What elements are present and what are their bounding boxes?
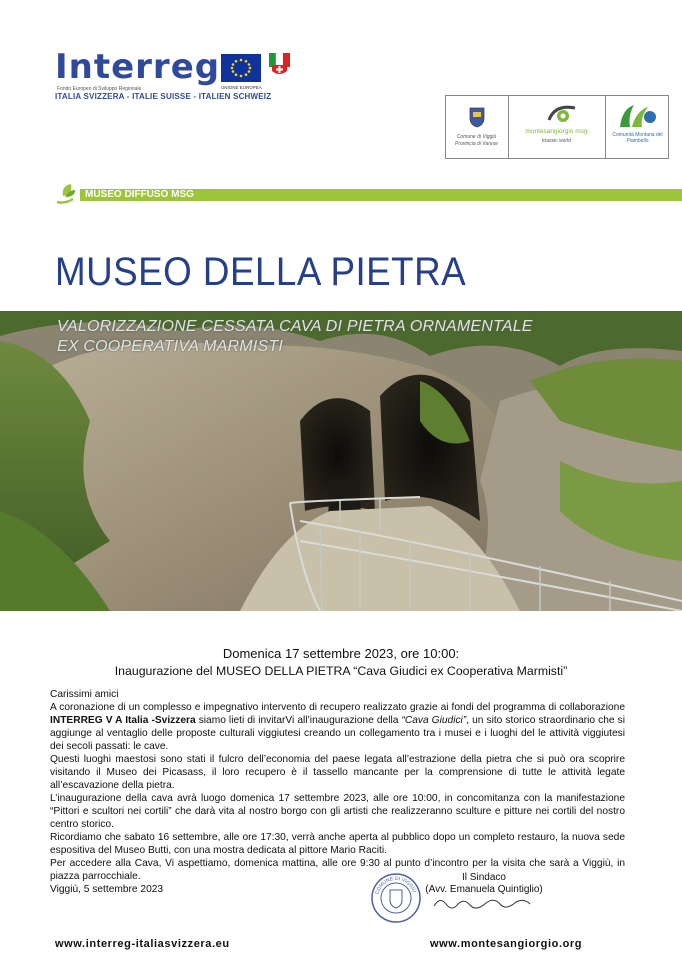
event-title: Inaugurazione del MUSEO DELLA PIETRA “Cava Giudici ex Cooperativa Marmisti”	[114, 664, 568, 678]
stamp-text: COMUNE DI VIGGIÙ	[374, 875, 418, 896]
footer-link-interreg[interactable]: www.interreg-italiasvizzera.eu	[55, 938, 230, 950]
letter-body	[50, 688, 625, 896]
section-band	[55, 182, 682, 206]
leaf-hand-icon	[55, 182, 79, 206]
paragraph-4: Ricordiamo che sabato 16 settembre, alle ore 17:30, verrà anche aperta al pubblico dopo un completo restauro, la nuova sede espositiva del Museo Butti, con una mostra dedicata al pittore Mario Raciti.	[50, 832, 625, 856]
p1-text-c: , un sito storico straordinario che si aggiunge al ventaglio delle proposte culturali viggiutesi creando un collegamento tra i musei e i luoghi del le attività viggiutesi dei secoli passati: le cave.	[50, 715, 625, 752]
quarry-photo	[0, 311, 682, 611]
viggiu-name: Comune di Viggiù	[456, 134, 497, 140]
photo-caption-line1: VALORIZZAZIONE CESSATA CAVA DI PIETRA ORNAMENTALE	[57, 318, 533, 335]
msg-ammonite-icon	[545, 102, 579, 126]
place-date: Viggiù, 5 settembre 2023	[50, 884, 164, 895]
piambello-logo	[606, 96, 669, 158]
footer-link-msg[interactable]: www.montesangiorgio.org	[430, 938, 583, 950]
paragraph-3: L’inaugurazione della cava avrà luogo domenica 17 settembre 2023, alle ore 10:00, in concomitanza con la manifestazione “Pittori e scultori nei cortili” che darà vita al nostro borgo con gli artisti che realizzeranno sculture e pitture nei cortili del nostro centro storico.	[50, 793, 625, 830]
sindaco-name: (Avv. Emanuela Quintiglio)	[425, 884, 543, 895]
photo-caption-line2: EX COOPERATIVA MARMISTI	[57, 338, 283, 355]
p1-text-a: A coronazione di un complesso e impegnativo intervento di recupero realizzato grazie ai fondi del programma di collaborazione	[50, 702, 625, 713]
coat-of-arms-icon	[468, 106, 486, 128]
p1-bold: INTERREG V A Italia -Svizzera	[50, 715, 196, 726]
eu-label: UNIONE EUROPEA	[221, 85, 262, 90]
interreg-wordmark: Interreg	[55, 47, 221, 87]
flags-icon	[269, 53, 291, 77]
paragraph-2: Questi luoghi maestosi sono stati il fulcro dell’economia del paese legata all’estrazione della pietra che si può ora scoprire visitando il Museo dei Picasass, il loro recupero è il tassello mancante per la comprensione di tutte le attività legate all’escavazione della pietra.	[50, 754, 625, 791]
msg-logo	[509, 96, 606, 158]
section-label: MUSEO DIFFUSO MSG	[85, 189, 194, 200]
interreg-logo	[55, 48, 295, 108]
handwritten-signature	[430, 892, 540, 912]
piambello-leaves-icon	[616, 101, 658, 129]
p1-italic: “Cava Giudici”	[401, 715, 467, 726]
municipal-stamp	[370, 872, 422, 924]
eu-flag-icon	[221, 54, 261, 82]
sindaco-role: Il Sindaco	[462, 872, 506, 883]
page-title: MUSEO DELLA PIETRA	[55, 250, 467, 294]
paragraph-1	[50, 701, 625, 753]
p1-text-b: siamo lieti di invitarVi all’inaugurazione della	[195, 715, 402, 726]
interreg-fund-text: Fondo Europeo di Sviluppo Regionale	[57, 86, 142, 92]
viggiu-province: Provincia di Varese	[455, 141, 498, 147]
interreg-program-text: ITALIA SVIZZERA - ITALIE SUISSE - ITALIEN SCHWEIZ	[55, 92, 272, 101]
msg-name: montesangiorgio msg	[525, 128, 588, 135]
event-date: Domenica 17 settembre 2023, ore 10:00:	[222, 646, 460, 661]
greeting: Carissimi amici	[50, 689, 119, 700]
partner-logos	[445, 95, 669, 159]
piambello-name: Comunità Montana del Piambello	[612, 132, 663, 144]
paragraph-5: Per accedere alla Cava, Vi aspettiamo, domenica mattina, alle ore 9:30 al punto d’incontro per la visita che sarà a Viggiù, in piazza parrocchiale.	[50, 858, 625, 882]
msg-tagline: triassic world	[542, 138, 571, 144]
viggiu-logo	[446, 96, 509, 158]
